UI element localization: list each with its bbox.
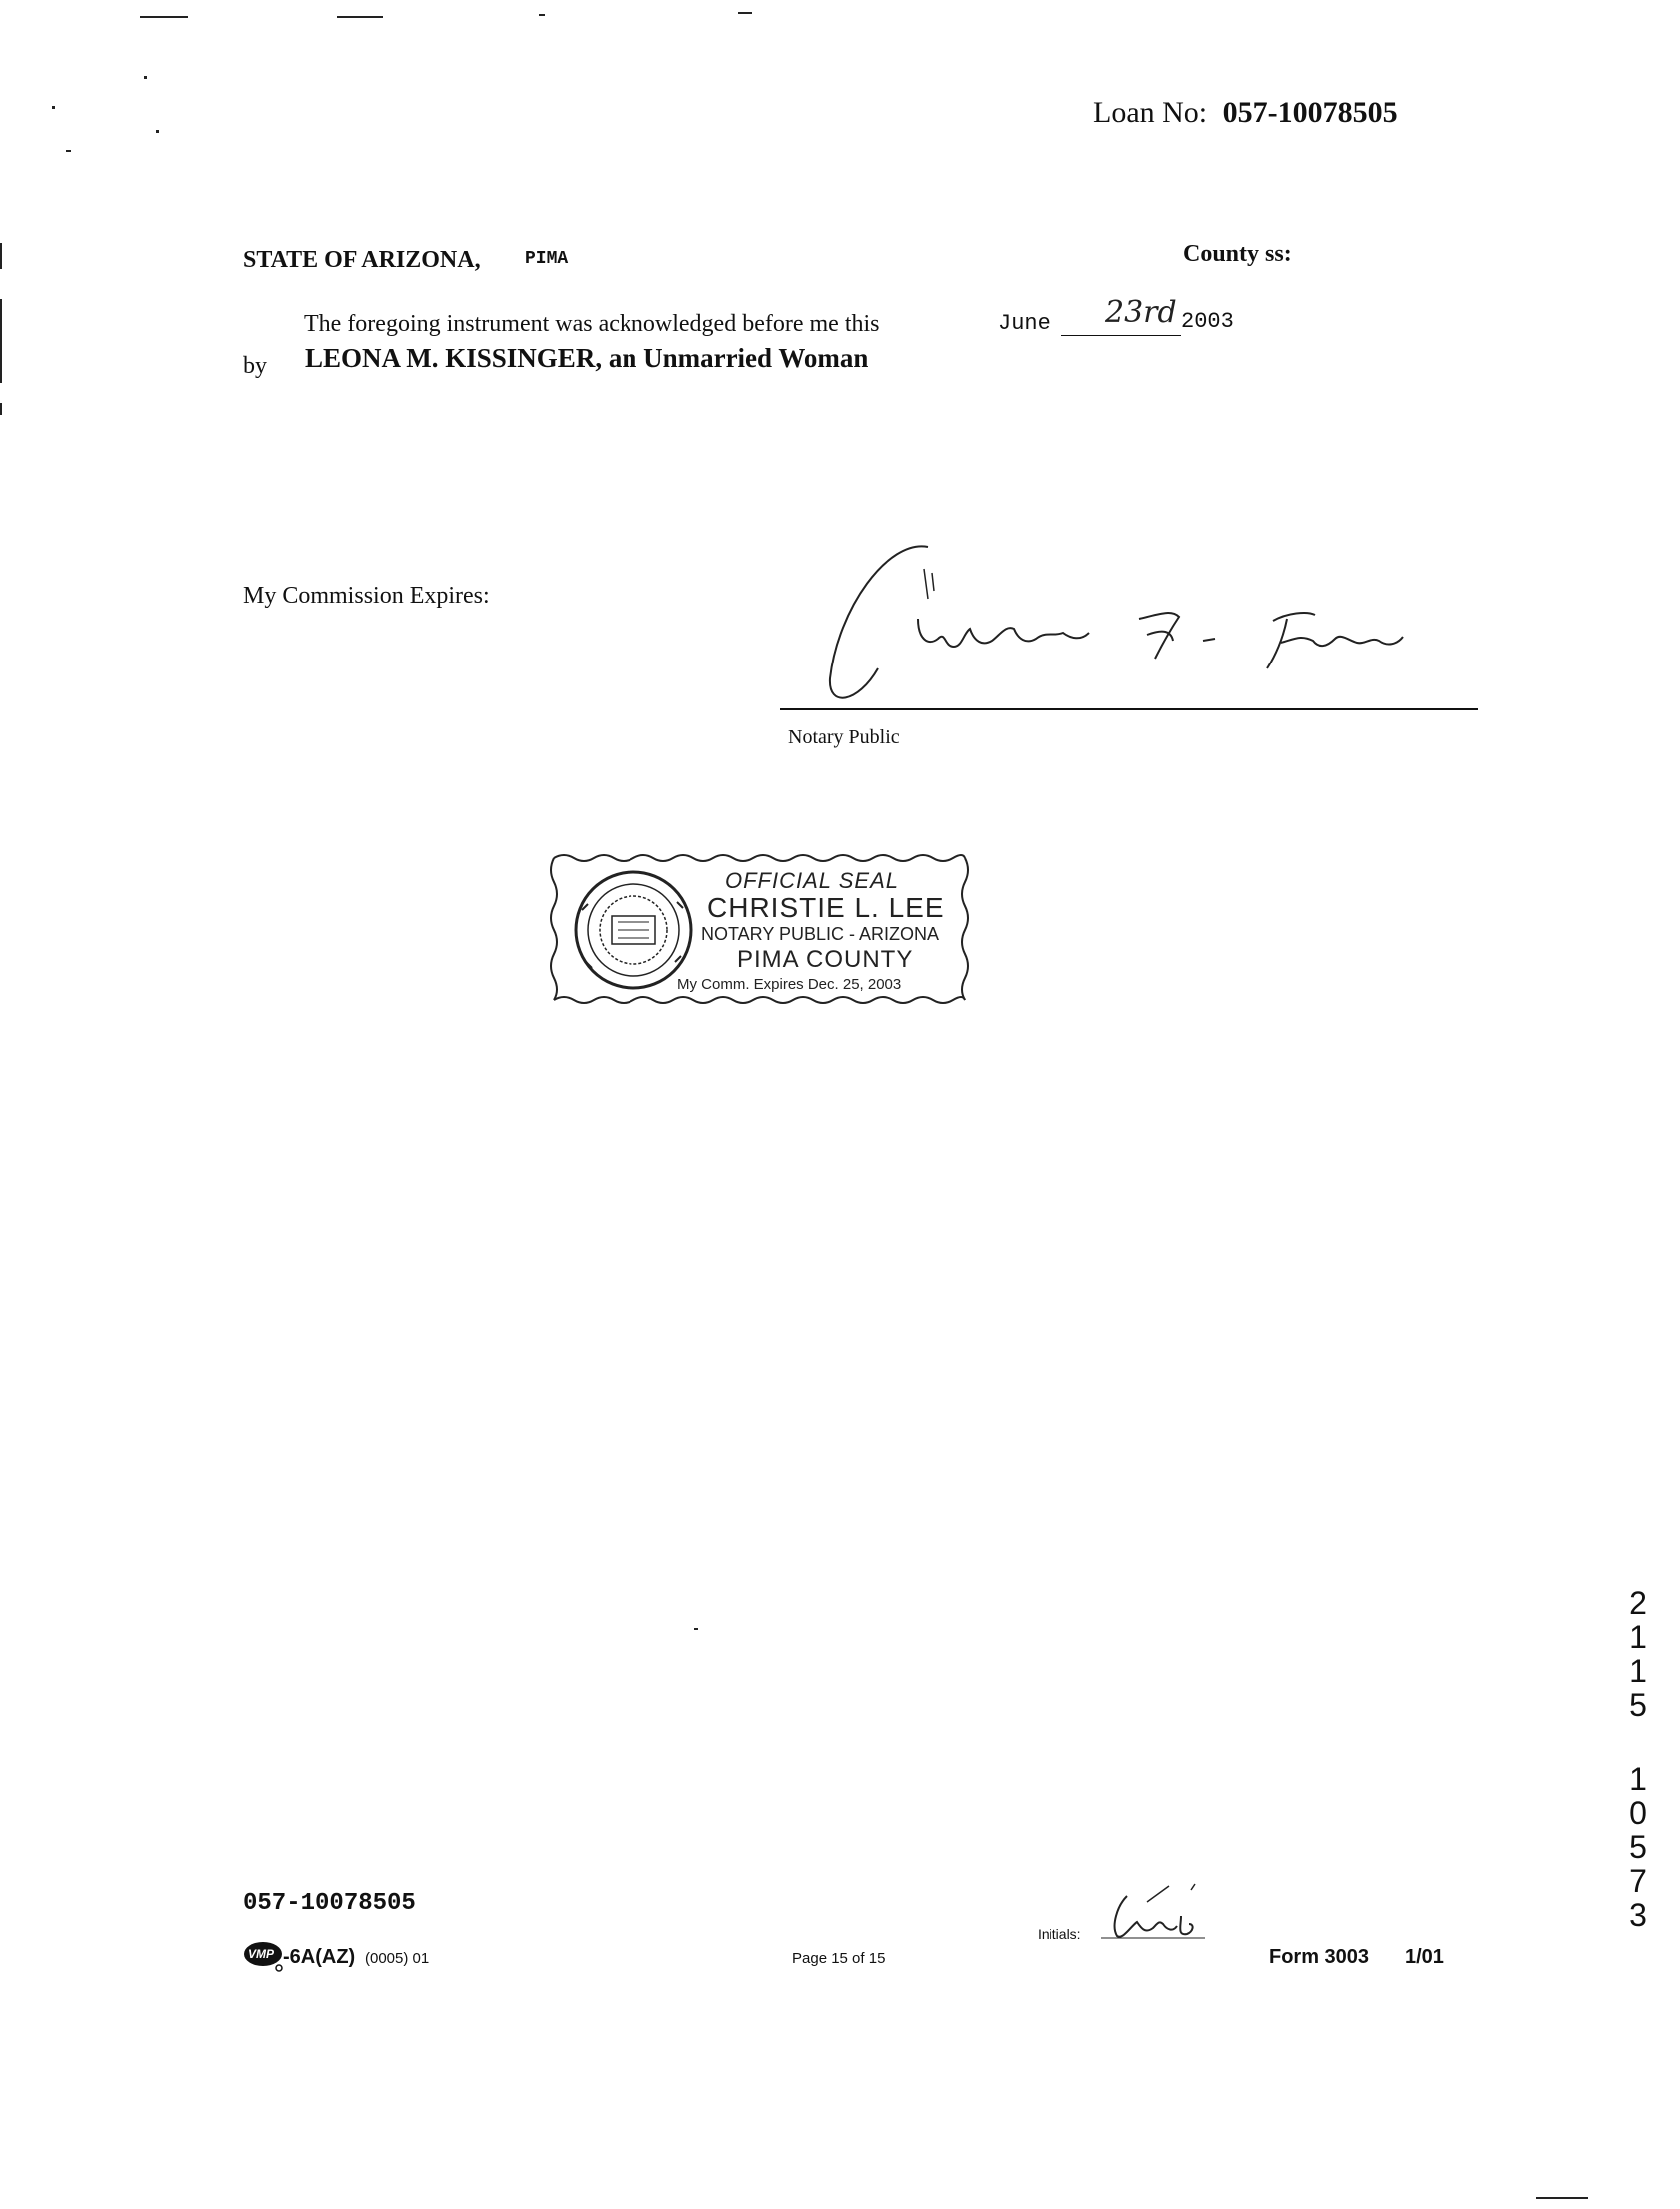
footer-form-date: 1/01 xyxy=(1405,1946,1444,1968)
handwritten-day: 23rd xyxy=(1105,295,1177,330)
scan-mark xyxy=(738,12,752,14)
margin-stamp-digit: 1 xyxy=(1629,1619,1647,1655)
margin-stamp-digit: 1 xyxy=(1629,1653,1647,1689)
seal-line-official: OFFICIAL SEAL xyxy=(725,868,899,893)
seal-line-expires: My Comm. Expires Dec. 25, 2003 xyxy=(677,976,902,993)
official-seal-stamp xyxy=(548,850,971,1006)
county-label: County ss: xyxy=(1183,241,1292,267)
footer-form-code: -6A(AZ) xyxy=(283,1946,356,1968)
margin-recording-stamp xyxy=(1620,1586,1656,1932)
commission-expires-label: My Commission Expires: xyxy=(243,583,490,609)
scan-mark xyxy=(156,130,159,133)
scan-mark xyxy=(52,106,55,109)
acknowledgment-intro: The foregoing instrument was acknowledged before me this xyxy=(304,311,880,337)
notary-signature xyxy=(768,529,1486,718)
footer-loan-number: 057-10078505 xyxy=(243,1890,416,1917)
county-name: PIMA xyxy=(525,249,569,269)
acknowledgment-year: 2003 xyxy=(1181,309,1234,334)
margin-stamp-digit: 7 xyxy=(1629,1863,1647,1899)
loan-label: Loan No: xyxy=(1093,96,1208,129)
by-label: by xyxy=(243,353,267,379)
margin-stamp-digit: 1 xyxy=(1629,1761,1647,1797)
acknowledgment-month: June xyxy=(998,311,1050,336)
signature-line xyxy=(780,708,1478,710)
seal-line-name: CHRISTIE L. LEE xyxy=(707,892,945,923)
margin-stamp-digit: 5 xyxy=(1629,1829,1647,1865)
margin-stamp-digit: 0 xyxy=(1629,1795,1647,1831)
scan-mark xyxy=(539,14,545,16)
footer-page-number: Page 15 of 15 xyxy=(792,1950,886,1967)
scan-mark xyxy=(337,16,383,18)
margin-stamp-digit: 5 xyxy=(1629,1687,1647,1723)
footer-form-name: Form 3003 xyxy=(1269,1946,1370,1968)
footer-initials-label: Initials: xyxy=(1038,1926,1081,1942)
scan-mark xyxy=(144,76,147,79)
initials-handwriting xyxy=(1097,1876,1217,1946)
date-underline xyxy=(1061,335,1181,336)
scan-mark xyxy=(694,1628,698,1630)
scan-mark xyxy=(140,16,188,18)
scan-mark xyxy=(0,403,2,415)
scan-mark xyxy=(1536,2197,1588,2199)
vmp-logo-text: VMP xyxy=(248,1947,275,1961)
scan-mark xyxy=(0,243,2,269)
margin-stamp-digit: 2 xyxy=(1629,1585,1647,1621)
notary-public-label: Notary Public xyxy=(788,726,900,748)
loan-number-header xyxy=(1093,96,1398,130)
vmp-logo xyxy=(243,1940,283,1968)
seal-line-county: PIMA COUNTY xyxy=(737,946,914,973)
scan-mark xyxy=(66,150,71,152)
scan-mark xyxy=(0,299,2,383)
state-line: STATE OF ARIZONA, xyxy=(243,247,481,273)
footer-form-code-suffix: (0005) 01 xyxy=(365,1950,430,1967)
loan-number: 057-10078505 xyxy=(1222,96,1398,129)
margin-stamp-digit: 3 xyxy=(1629,1897,1647,1933)
seal-line-title: NOTARY PUBLIC - ARIZONA xyxy=(701,924,940,944)
signer-name: LEONA M. KISSINGER, an Unmarried Woman xyxy=(305,343,869,373)
